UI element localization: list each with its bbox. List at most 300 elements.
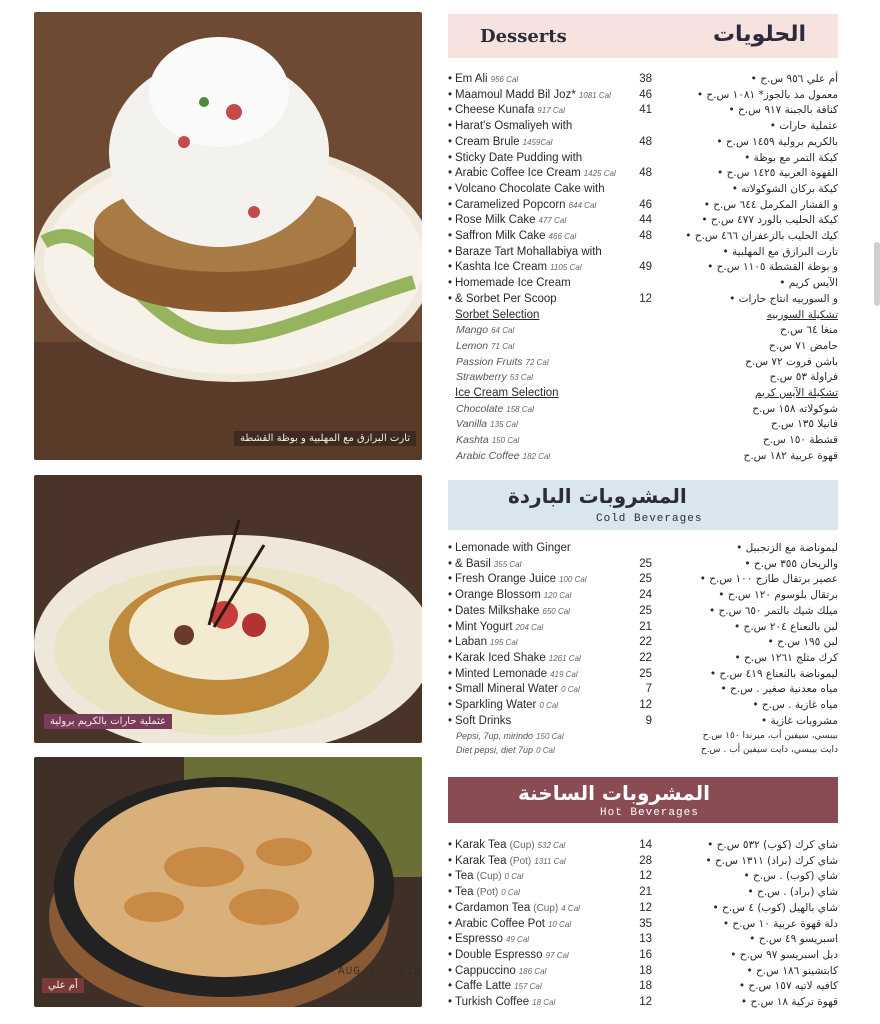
item-name-ar: بيبسي، سيفين أب، ميرندا ١٥٠ س.ح xyxy=(702,731,838,742)
item-name-en xyxy=(455,88,611,104)
item-name-ar: والريحان ٣٥٥ س.ح • xyxy=(744,557,838,570)
item-price: 28 xyxy=(639,854,652,867)
item-name-en xyxy=(455,635,518,651)
item-calories: 204 Cal xyxy=(515,622,544,632)
item-name-ar: مشروبات غازية • xyxy=(760,714,838,727)
item-name: Arabic Coffee xyxy=(456,449,520,462)
item-name: Tea xyxy=(455,870,474,883)
item-calories: 150 Cal xyxy=(536,732,564,742)
item-name-ar: دايت بيبسي، دايت سيفين أب . س.ح xyxy=(700,745,838,756)
bullet: • xyxy=(448,714,453,727)
item-calories: 4 Cal xyxy=(561,903,580,913)
menu-item xyxy=(448,229,838,245)
item-calories: 71 Cal xyxy=(491,341,515,351)
item-name-en xyxy=(456,402,534,418)
item-calories: 150 Cal xyxy=(491,436,520,446)
menu-item xyxy=(448,386,838,402)
item-price: 18 xyxy=(639,964,652,977)
item-name-ar: كرك مثلج ١٢٦١ س.ح • xyxy=(734,651,838,664)
item-name-en xyxy=(456,339,514,355)
menu-item xyxy=(448,964,838,980)
bullet: • xyxy=(448,261,453,274)
item-name-ar: تشكيلة السوربيه xyxy=(766,308,838,321)
item-price: 48 xyxy=(639,167,652,180)
item-name: Homemade Ice Cream xyxy=(455,277,571,290)
item-calories: 532 Cal xyxy=(537,841,566,850)
bullet: • xyxy=(448,901,453,914)
menu-item xyxy=(448,417,838,433)
menu-item xyxy=(448,635,838,651)
menu-item xyxy=(448,995,838,1011)
item-price: 9 xyxy=(645,714,652,727)
item-name: Em Ali xyxy=(455,73,488,85)
item-calories: 18 Cal xyxy=(532,998,556,1007)
photo-caption: عثملية حارات بالكريم برولية xyxy=(44,714,172,729)
item-price: 18 xyxy=(639,980,652,993)
item-name-ar: كيكة التمر مع بوظة • xyxy=(744,151,838,164)
item-calories: 135 Cal xyxy=(490,420,518,430)
item-name-ar: تارت البرازق مع المهلبية • xyxy=(722,245,838,258)
menu-item xyxy=(448,198,838,214)
item-name: Saffron Milk Cake xyxy=(455,230,546,242)
item-name-en xyxy=(455,119,572,135)
item-name: Ice Cream Selection xyxy=(455,387,559,399)
menu-item xyxy=(448,166,838,182)
menu-item xyxy=(448,276,838,292)
bullet: • xyxy=(448,620,453,633)
bullet: • xyxy=(448,573,453,586)
bullet: • xyxy=(448,245,453,258)
item-name-ar: قهوة عربية ١٨٢ س.ح xyxy=(743,449,838,462)
photo-osmaliyeh xyxy=(34,475,422,743)
item-price: 44 xyxy=(639,214,652,227)
bullet: • xyxy=(448,214,453,227)
section-title-ar: المشروبات الباردة xyxy=(508,484,687,508)
item-name: Lemonade with Ginger xyxy=(455,542,571,554)
item-price: 12 xyxy=(639,870,652,883)
cold-beverages-header xyxy=(448,480,838,530)
menu-item xyxy=(448,572,838,588)
menu-item xyxy=(448,682,838,698)
item-name: Tea xyxy=(455,886,474,899)
item-name-en xyxy=(455,651,581,667)
item-name-en xyxy=(455,948,569,964)
item-name: Small Mineral Water xyxy=(455,683,559,696)
menu-item xyxy=(448,88,838,104)
item-calories: 1425 Cal xyxy=(583,169,616,179)
item-name-ar: تشكيلة الآيس كريم xyxy=(755,387,838,399)
item-calories: 0 Cal xyxy=(536,746,555,756)
photo-baraze-tart xyxy=(34,12,422,460)
photo-caption: أم علي xyxy=(42,978,84,993)
bullet: • xyxy=(448,135,453,148)
item-name-ar: قشطة ١٥٠ س.ح xyxy=(762,434,838,447)
menu-item xyxy=(448,370,838,386)
menu-item xyxy=(448,182,838,198)
item-name-en xyxy=(456,743,555,759)
menu-item xyxy=(448,433,838,449)
item-name-ar: فانيلا ١٣٥ س.ح xyxy=(770,418,838,431)
item-calories: 120 Cal xyxy=(543,591,572,601)
item-name-en xyxy=(455,557,521,573)
bullet: • xyxy=(448,557,453,570)
item-calories: 1459Cal xyxy=(522,137,553,147)
section-title-ar: الحلويات xyxy=(712,22,806,47)
item-name: Lemon xyxy=(456,339,489,352)
item-price: 21 xyxy=(639,620,652,633)
menu-item xyxy=(448,151,838,167)
menu-item xyxy=(448,948,838,964)
item-name-en xyxy=(455,213,566,229)
menu-item xyxy=(448,743,838,759)
item-name-ar: برتقال بلوسوم ١٢٠ س.ح • xyxy=(718,589,838,602)
item-name-ar: كافيه لاتيه ١٥٧ س.ح • xyxy=(738,980,838,993)
item-calories: 0 Cal xyxy=(504,872,524,882)
item-calories: 49 Cal xyxy=(505,935,530,945)
item-name: Sticky Date Pudding with xyxy=(455,151,583,164)
item-name-en xyxy=(455,588,571,604)
item-price: 49 xyxy=(639,261,652,274)
menu-item xyxy=(448,604,838,620)
item-name-en xyxy=(455,103,565,119)
item-calories: 355 Cal xyxy=(493,559,522,569)
item-name-en xyxy=(456,323,514,339)
item-calories: 419 Cal xyxy=(550,669,578,679)
item-name-ar: شاي كرك (كوب) ٥٣٢ س.ح • xyxy=(707,839,838,851)
item-name: Fresh Orange Juice xyxy=(455,573,556,586)
item-name-ar: عصير برتقال طازج ١٠٠ س.ح • xyxy=(699,573,838,586)
bullet: • xyxy=(448,886,453,899)
item-name-ar: معمول مد بالجوز* ١٠٨١ س.ح • xyxy=(696,88,838,101)
item-calories: 64 Cal xyxy=(491,326,515,336)
item-price: 21 xyxy=(639,886,652,899)
item-name-en xyxy=(455,932,529,948)
item-price: 22 xyxy=(639,651,652,664)
bullet: • xyxy=(448,292,453,305)
menu-item xyxy=(448,245,838,261)
item-name-en xyxy=(456,370,533,386)
bullet: • xyxy=(448,667,453,680)
menu-item xyxy=(448,714,838,730)
item-name: Mango xyxy=(456,324,489,337)
item-price: 12 xyxy=(639,901,652,914)
menu-item xyxy=(448,620,838,636)
item-calories: 97 Cal xyxy=(545,950,569,960)
item-name-en xyxy=(455,72,518,88)
section-title-en: Hot Beverages xyxy=(600,807,699,819)
item-name-ar: شاي كرك (براد) ١٣١١ س.ح • xyxy=(705,854,838,867)
item-name: Turkish Coffee xyxy=(455,996,530,1008)
item-name-ar: لبن ١٩٥ س.ح • xyxy=(767,636,838,649)
menu-item xyxy=(448,667,838,683)
section-title-en: Desserts xyxy=(480,26,567,47)
item-calories: 0 Cal xyxy=(539,701,559,710)
item-name: & Sorbet Per Scoop xyxy=(455,292,557,305)
item-price: 41 xyxy=(639,104,652,117)
bullet: • xyxy=(448,964,453,977)
bullet: • xyxy=(448,230,453,242)
bullet: • xyxy=(448,277,453,290)
section-title-ar: المشروبات الساخنة xyxy=(518,781,711,805)
bullet: • xyxy=(448,917,453,930)
item-name-en xyxy=(455,182,605,198)
menu-item xyxy=(448,292,838,308)
item-price: 25 xyxy=(639,557,652,570)
item-price: 24 xyxy=(639,589,652,602)
item-price: 48 xyxy=(639,230,652,242)
bullet: • xyxy=(448,542,453,554)
menu-item xyxy=(448,838,838,854)
item-price: 46 xyxy=(639,88,652,101)
item-name-ar: الآيس كريم • xyxy=(779,277,838,290)
menu-item xyxy=(448,402,838,418)
menu-item xyxy=(448,588,838,604)
item-calories: 0 Cal xyxy=(561,685,580,695)
item-name-ar: دلة قهوة عربية ١٠ س.ح • xyxy=(722,917,838,930)
bullet: • xyxy=(448,198,453,211)
item-name-ar: شاي (براد) . س.ح • xyxy=(747,886,838,899)
item-name: Cheese Kunafa xyxy=(455,104,535,117)
item-price: 38 xyxy=(639,73,652,85)
bullet: • xyxy=(448,604,453,617)
item-calories: 644 Cal xyxy=(568,200,597,210)
item-price: 16 xyxy=(639,948,652,961)
item-name-ar: و بوظة القشطة ١١٠٥ س.ح • xyxy=(707,261,838,274)
item-name-en xyxy=(455,572,587,588)
item-name-en xyxy=(455,682,580,698)
item-name-en xyxy=(455,667,578,683)
item-name-ar: كيك الحليب بالزعفران ٤٦٦ س.ح • xyxy=(685,230,838,242)
item-price: 12 xyxy=(639,699,652,711)
bullet: • xyxy=(448,120,453,133)
item-name: Cappuccino xyxy=(455,964,516,977)
item-name-ar: ليموناضة بالنعناع ٤١٩ س.ح • xyxy=(709,667,838,680)
item-name: Laban xyxy=(455,636,487,649)
item-name-en xyxy=(455,541,571,557)
bullet: • xyxy=(448,933,453,946)
item-calories: 650 Cal xyxy=(542,606,570,616)
item-calories: 1105 Cal xyxy=(550,263,582,273)
item-price: 13 xyxy=(639,933,652,946)
item-calories: 956 Cal xyxy=(490,75,519,84)
item-name-en xyxy=(455,885,520,901)
bullet: • xyxy=(448,996,453,1008)
item-name-en xyxy=(455,698,558,714)
item-name-en xyxy=(455,386,559,402)
item-name: Espresso xyxy=(455,933,503,946)
item-name-ar: حامض ٧١ س.ح xyxy=(768,339,838,352)
bullet: • xyxy=(448,839,453,851)
item-name-ar: شاي (كوب) . س.ح • xyxy=(743,870,838,883)
bullet: • xyxy=(448,636,453,649)
item-name: Karak Iced Shake xyxy=(455,651,546,664)
item-name: Kashta xyxy=(456,434,489,447)
item-name: Cream Brule xyxy=(455,135,520,148)
bullet: • xyxy=(448,870,453,883)
item-calories: 158 Cal xyxy=(506,404,534,414)
item-name-en xyxy=(455,276,571,292)
item-name-en xyxy=(455,151,582,167)
item-name-ar: قهوة تركية ١٨ س.ح • xyxy=(740,996,838,1008)
item-name-ar: كنافة بالجبنة ٩١٧ س.ح • xyxy=(728,104,838,117)
section-title-en: Cold Beverages xyxy=(596,513,703,525)
item-name-ar: كيكة بركان الشوكولاته • xyxy=(731,182,838,195)
item-name: Minted Lemonade xyxy=(455,667,548,680)
item-name-ar: القهوة العربية ١٤٢٥ س.ح • xyxy=(717,167,838,180)
item-name-ar: اسبريسو ٤٩ س.ح • xyxy=(749,933,838,946)
item-price: 7 xyxy=(645,683,652,696)
item-name-ar: و الفشار المكرمل ٦٤٤ س.ح • xyxy=(703,198,838,211)
item-calories: 157 Cal xyxy=(514,982,542,992)
item-name: Cardamon Tea xyxy=(455,901,531,914)
desserts-header xyxy=(448,14,838,58)
item-name: Caffe Latte xyxy=(455,980,512,993)
bullet: • xyxy=(448,854,453,867)
bullet: • xyxy=(448,88,453,101)
item-price: 35 xyxy=(639,917,652,930)
item-name-ar: أم علي ٩٥٦ س.ح • xyxy=(750,73,838,85)
item-name: Orange Blossom xyxy=(455,589,541,602)
bullet: • xyxy=(448,651,453,664)
item-name-en xyxy=(455,869,523,885)
menu-item xyxy=(448,260,838,276)
bullet: • xyxy=(448,182,453,195)
item-name: & Basil xyxy=(455,557,491,570)
item-name-en xyxy=(455,854,566,870)
item-name: Kashta Ice Cream xyxy=(455,261,548,274)
item-name-en xyxy=(455,979,542,995)
item-calories: 917 Cal xyxy=(537,106,565,116)
menu-item xyxy=(448,901,838,917)
menu-item xyxy=(448,72,838,88)
item-name: Baraze Tart Mohallabiya with xyxy=(455,245,602,258)
item-name: Chocolate xyxy=(456,402,504,415)
item-calories: 1311 Cal xyxy=(534,856,566,866)
bullet: • xyxy=(448,683,453,696)
item-size: (Cup) xyxy=(533,902,559,914)
item-calories: 1261 Cal xyxy=(548,653,581,663)
item-name: Harat's Osmaliyeh with xyxy=(455,120,573,133)
item-name-en xyxy=(456,417,518,433)
photo-caption: تارت البرازق مع المهلبية و بوظة القشطة xyxy=(234,431,416,446)
item-name-ar: بالكريم برولية ١٤٥٩ س.ح • xyxy=(716,135,838,148)
item-name-en xyxy=(455,604,570,620)
bullet: • xyxy=(448,699,453,711)
item-name: Mint Yogurt xyxy=(455,620,513,633)
menu-item xyxy=(448,213,838,229)
item-name: Double Espresso xyxy=(455,948,543,961)
item-size: (Pot) xyxy=(509,855,532,867)
item-name-ar: كابتشينو ١٨٦ س.ح • xyxy=(746,964,838,977)
item-calories: 10 Cal xyxy=(547,919,572,929)
item-name-en xyxy=(455,260,581,276)
item-name: Dates Milkshake xyxy=(455,604,540,617)
item-name-ar: باشن فروت ٧٢ س.ح xyxy=(745,355,838,368)
menu-item xyxy=(448,932,838,948)
item-calories: 72 Cal xyxy=(525,357,549,367)
item-name-en xyxy=(455,714,511,730)
bullet: • xyxy=(448,73,453,85)
item-size: (Pot) xyxy=(476,887,499,899)
item-calories: 53 Cal xyxy=(509,373,533,383)
menu-item xyxy=(448,541,838,557)
item-name: Karak Tea xyxy=(455,839,507,851)
item-name-ar: ميلك شيك بالتمر ٦٥٠ س.ح • xyxy=(708,604,838,617)
item-name: Sparkling Water xyxy=(455,699,537,711)
item-name-ar: لبن بالنعناع ٢٠٤ س.ح • xyxy=(734,620,838,633)
menu-item xyxy=(448,869,838,885)
item-name-en xyxy=(455,620,543,636)
item-price: 25 xyxy=(639,604,652,617)
item-price: 12 xyxy=(639,996,652,1008)
item-calories: 1081 Cal xyxy=(578,90,611,100)
item-name-ar: عثملية حارات • xyxy=(769,120,838,133)
menu-item xyxy=(448,308,838,324)
menu-item xyxy=(448,885,838,901)
item-name-en xyxy=(455,917,571,933)
item-name-en xyxy=(455,166,616,182)
menu-item xyxy=(448,651,838,667)
item-name-ar: شوكولاته ١٥٨ س.ح xyxy=(752,402,838,415)
hot-beverages-header xyxy=(448,777,838,823)
date-stamp: AUG 2, 2019 xyxy=(338,966,422,978)
item-price: 25 xyxy=(639,667,652,680)
scrollbar[interactable] xyxy=(874,242,880,306)
item-name-ar: دبل اسبريسو ٩٧ س.ح • xyxy=(730,948,838,961)
menu-item xyxy=(448,917,838,933)
item-price: 12 xyxy=(639,292,652,305)
item-size: (Cup) xyxy=(476,871,502,883)
menu-item xyxy=(448,854,838,870)
item-name: Arabic Coffee Ice Cream xyxy=(455,167,581,180)
item-name: Diet pepsi, diet 7up xyxy=(456,745,534,756)
item-price: 14 xyxy=(639,839,652,851)
item-name: Soft Drinks xyxy=(455,714,512,727)
item-name: Vanilla xyxy=(456,418,488,431)
bullet: • xyxy=(448,167,453,180)
item-name-ar: و السوربيه انتاج حارات • xyxy=(729,292,838,305)
bullet: • xyxy=(448,948,453,961)
item-name-en xyxy=(455,308,539,324)
item-name-en xyxy=(455,135,552,151)
item-name: Pepsi, 7up, mirindo xyxy=(456,731,534,742)
item-name-ar: مياه غازية . س.ح • xyxy=(752,699,838,711)
item-name-en xyxy=(455,901,580,917)
item-name-en xyxy=(455,964,546,980)
bullet: • xyxy=(448,104,453,117)
item-name: Arabic Coffee Pot xyxy=(455,917,545,930)
item-name: Volcano Chocolate Cake with xyxy=(455,182,605,195)
item-name-en xyxy=(455,229,576,245)
item-price: 25 xyxy=(639,573,652,586)
item-name-en xyxy=(455,198,596,214)
item-name-ar: ليموناضة مع الزنجبيل • xyxy=(736,542,838,554)
item-calories: 466 Cal xyxy=(548,232,577,241)
item-price: 48 xyxy=(639,135,652,148)
menu-item xyxy=(448,698,838,714)
item-name: Passion Fruits xyxy=(456,355,523,368)
item-price: 22 xyxy=(639,636,652,649)
item-name-en xyxy=(455,245,602,261)
item-name-en xyxy=(456,449,550,465)
item-name: Sorbet Selection xyxy=(455,308,540,321)
bullet: • xyxy=(448,589,453,602)
menu-item xyxy=(448,339,838,355)
menu-item xyxy=(448,323,838,339)
item-calories: 477 Cal xyxy=(538,216,567,226)
item-name-ar: شاي بالهيل (كوب) ٤ س.ح • xyxy=(712,901,838,914)
item-name: Rose Milk Cake xyxy=(455,214,536,227)
